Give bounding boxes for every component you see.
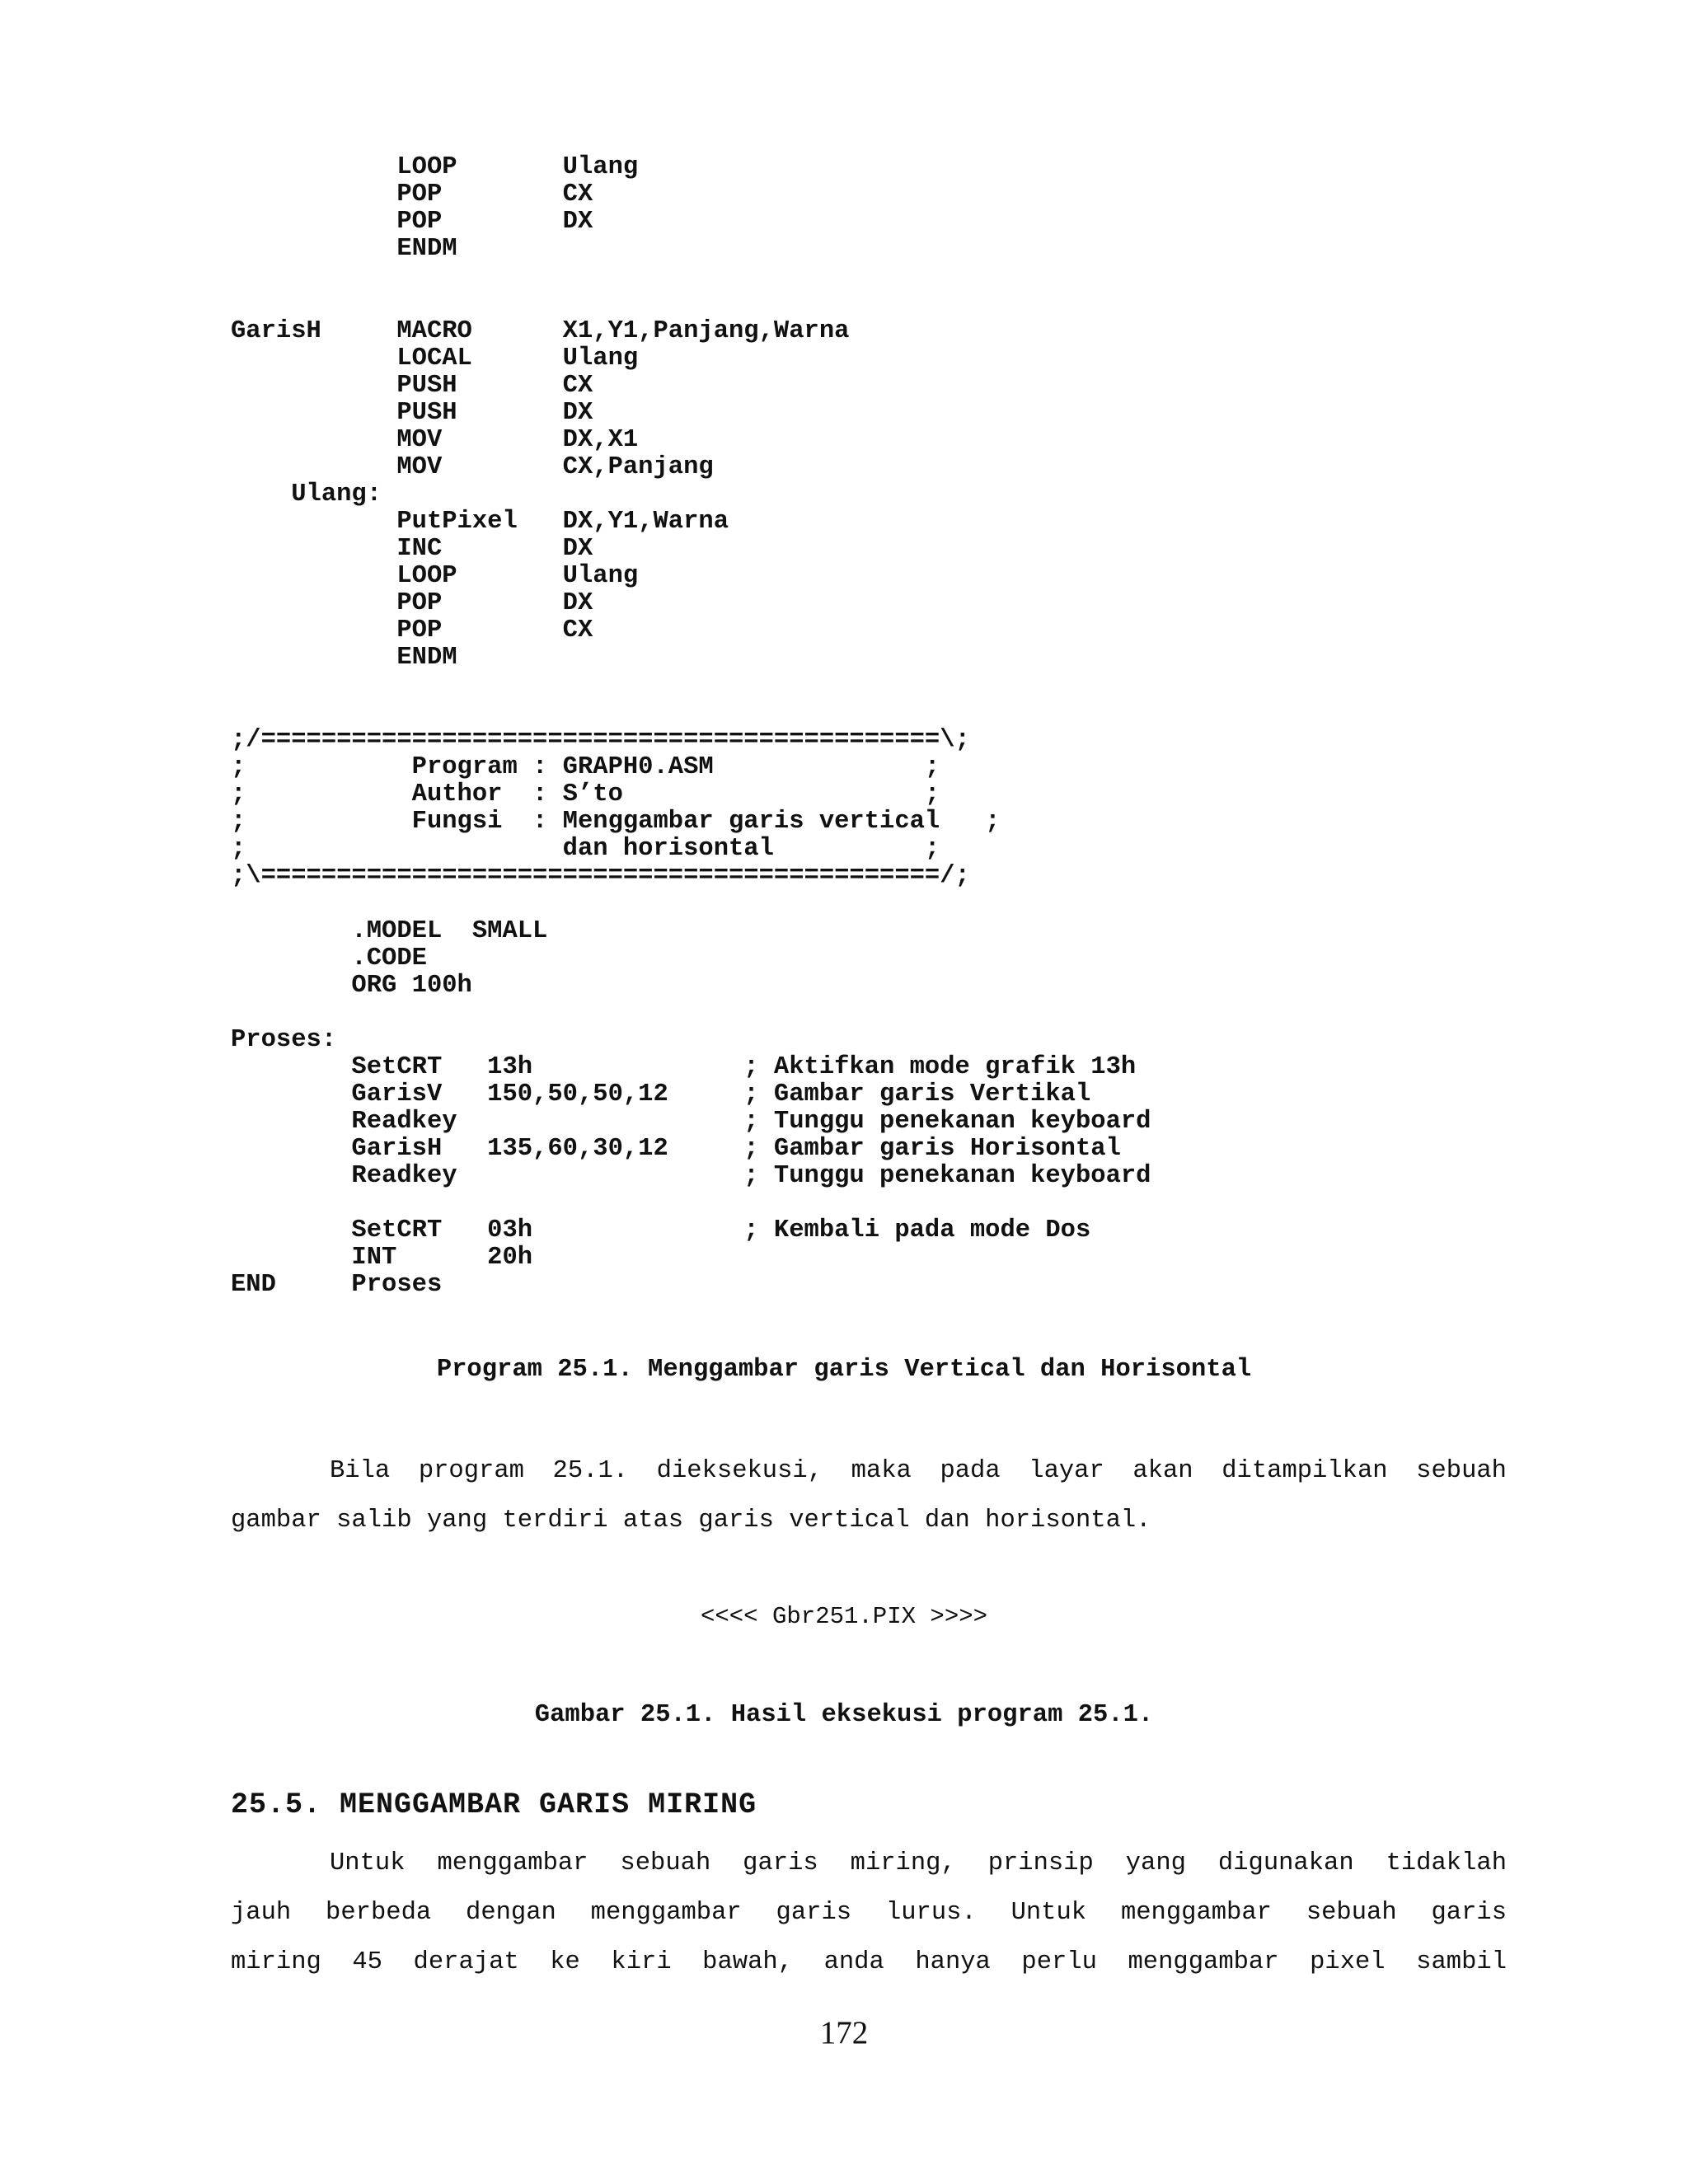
code-line: Readkey ; Tunggu penekanan keyboard: [231, 1108, 1151, 1136]
code-line: PUSH DX: [231, 399, 593, 427]
code-line: MOV DX,X1: [231, 426, 639, 454]
program-header-comment-box: [231, 727, 1000, 890]
comment-line: ; Author : S’to ;: [231, 780, 940, 808]
code-line: INT 20h: [231, 1244, 533, 1272]
comment-line: ;/=============================================\;: [231, 726, 970, 754]
code-line: PUSH CX: [231, 372, 593, 400]
comment-line: ;\=============================================/;: [231, 862, 970, 890]
code-line: ENDM: [231, 235, 457, 263]
garish-macro-listing: [231, 318, 849, 672]
main-program-listing: [231, 918, 1151, 1299]
figure-placeholder: <<<< Gbr251.PIX >>>>: [700, 1603, 988, 1630]
body-paragraph: [231, 1446, 1507, 1545]
code-line: ORG 100h: [231, 972, 472, 1000]
code-line: LOOP Ulang: [231, 562, 639, 590]
code-line: MOV CX,Panjang: [231, 453, 714, 481]
body-paragraph: [231, 1839, 1507, 1987]
code-line: PutPixel DX,Y1,Warna: [231, 508, 729, 536]
comment-line: ; Fungsi : Menggambar garis vertical ;: [231, 808, 1001, 836]
code-line: POP DX: [231, 589, 593, 617]
code-line: END Proses: [231, 1271, 443, 1299]
code-line: GarisV 150,50,50,12 ; Gambar garis Vertikal: [231, 1080, 1091, 1108]
code-line: INC DX: [231, 535, 593, 563]
figure-caption: Gambar 25.1. Hasil eksekusi program 25.1.: [534, 1701, 1154, 1729]
page-number: 172: [819, 2015, 869, 2050]
code-line: ENDM: [231, 644, 457, 672]
comment-line: ; dan horisontal ;: [231, 835, 940, 863]
code-line: .CODE: [231, 944, 427, 972]
code-line: POP CX: [231, 180, 593, 209]
code-line: POP DX: [231, 208, 593, 236]
paragraph-line: jauh berbeda dengan menggambar garis lurus. Untuk menggambar sebuah garis: [231, 1899, 1507, 1927]
section-heading: 25.5. MENGGAMBAR GARIS MIRING: [231, 1788, 757, 1821]
code-line: Proses:: [231, 1026, 337, 1054]
code-line: LOCAL Ulang: [231, 344, 639, 373]
code-line: Ulang:: [231, 480, 382, 509]
code-line: .MODEL SMALL: [231, 917, 548, 945]
paragraph-line: gambar salib yang terdiri atas garis vertical dan horisontal.: [231, 1507, 1151, 1535]
paragraph-line: Untuk menggambar sebuah garis miring, prinsip yang digunakan tidaklah: [330, 1849, 1507, 1877]
paragraph-line: Bila program 25.1. dieksekusi, maka pada layar akan ditampilkan sebuah: [330, 1457, 1507, 1485]
code-line: SetCRT 13h ; Aktifkan mode grafik 13h: [231, 1053, 1137, 1081]
code-line: GarisH 135,60,30,12 ; Gambar garis Horisontal: [231, 1135, 1121, 1163]
comment-line: ; Program : GRAPH0.ASM ;: [231, 753, 940, 781]
code-line: Readkey ; Tunggu penekanan keyboard: [231, 1162, 1151, 1190]
code-line: SetCRT 03h ; Kembali pada mode Dos: [231, 1216, 1091, 1244]
paragraph-line: miring 45 derajat ke kiri bawah, anda hanya perlu menggambar pixel sambil: [231, 1948, 1507, 1976]
code-line: LOOP Ulang: [231, 153, 639, 181]
code-line: GarisH MACRO X1,Y1,Panjang,Warna: [231, 317, 850, 345]
listing-caption: Program 25.1. Menggambar garis Vertical dan Horisontal: [436, 1356, 1252, 1384]
code-line: POP CX: [231, 616, 593, 644]
macro-code-listing-end: [231, 154, 638, 263]
